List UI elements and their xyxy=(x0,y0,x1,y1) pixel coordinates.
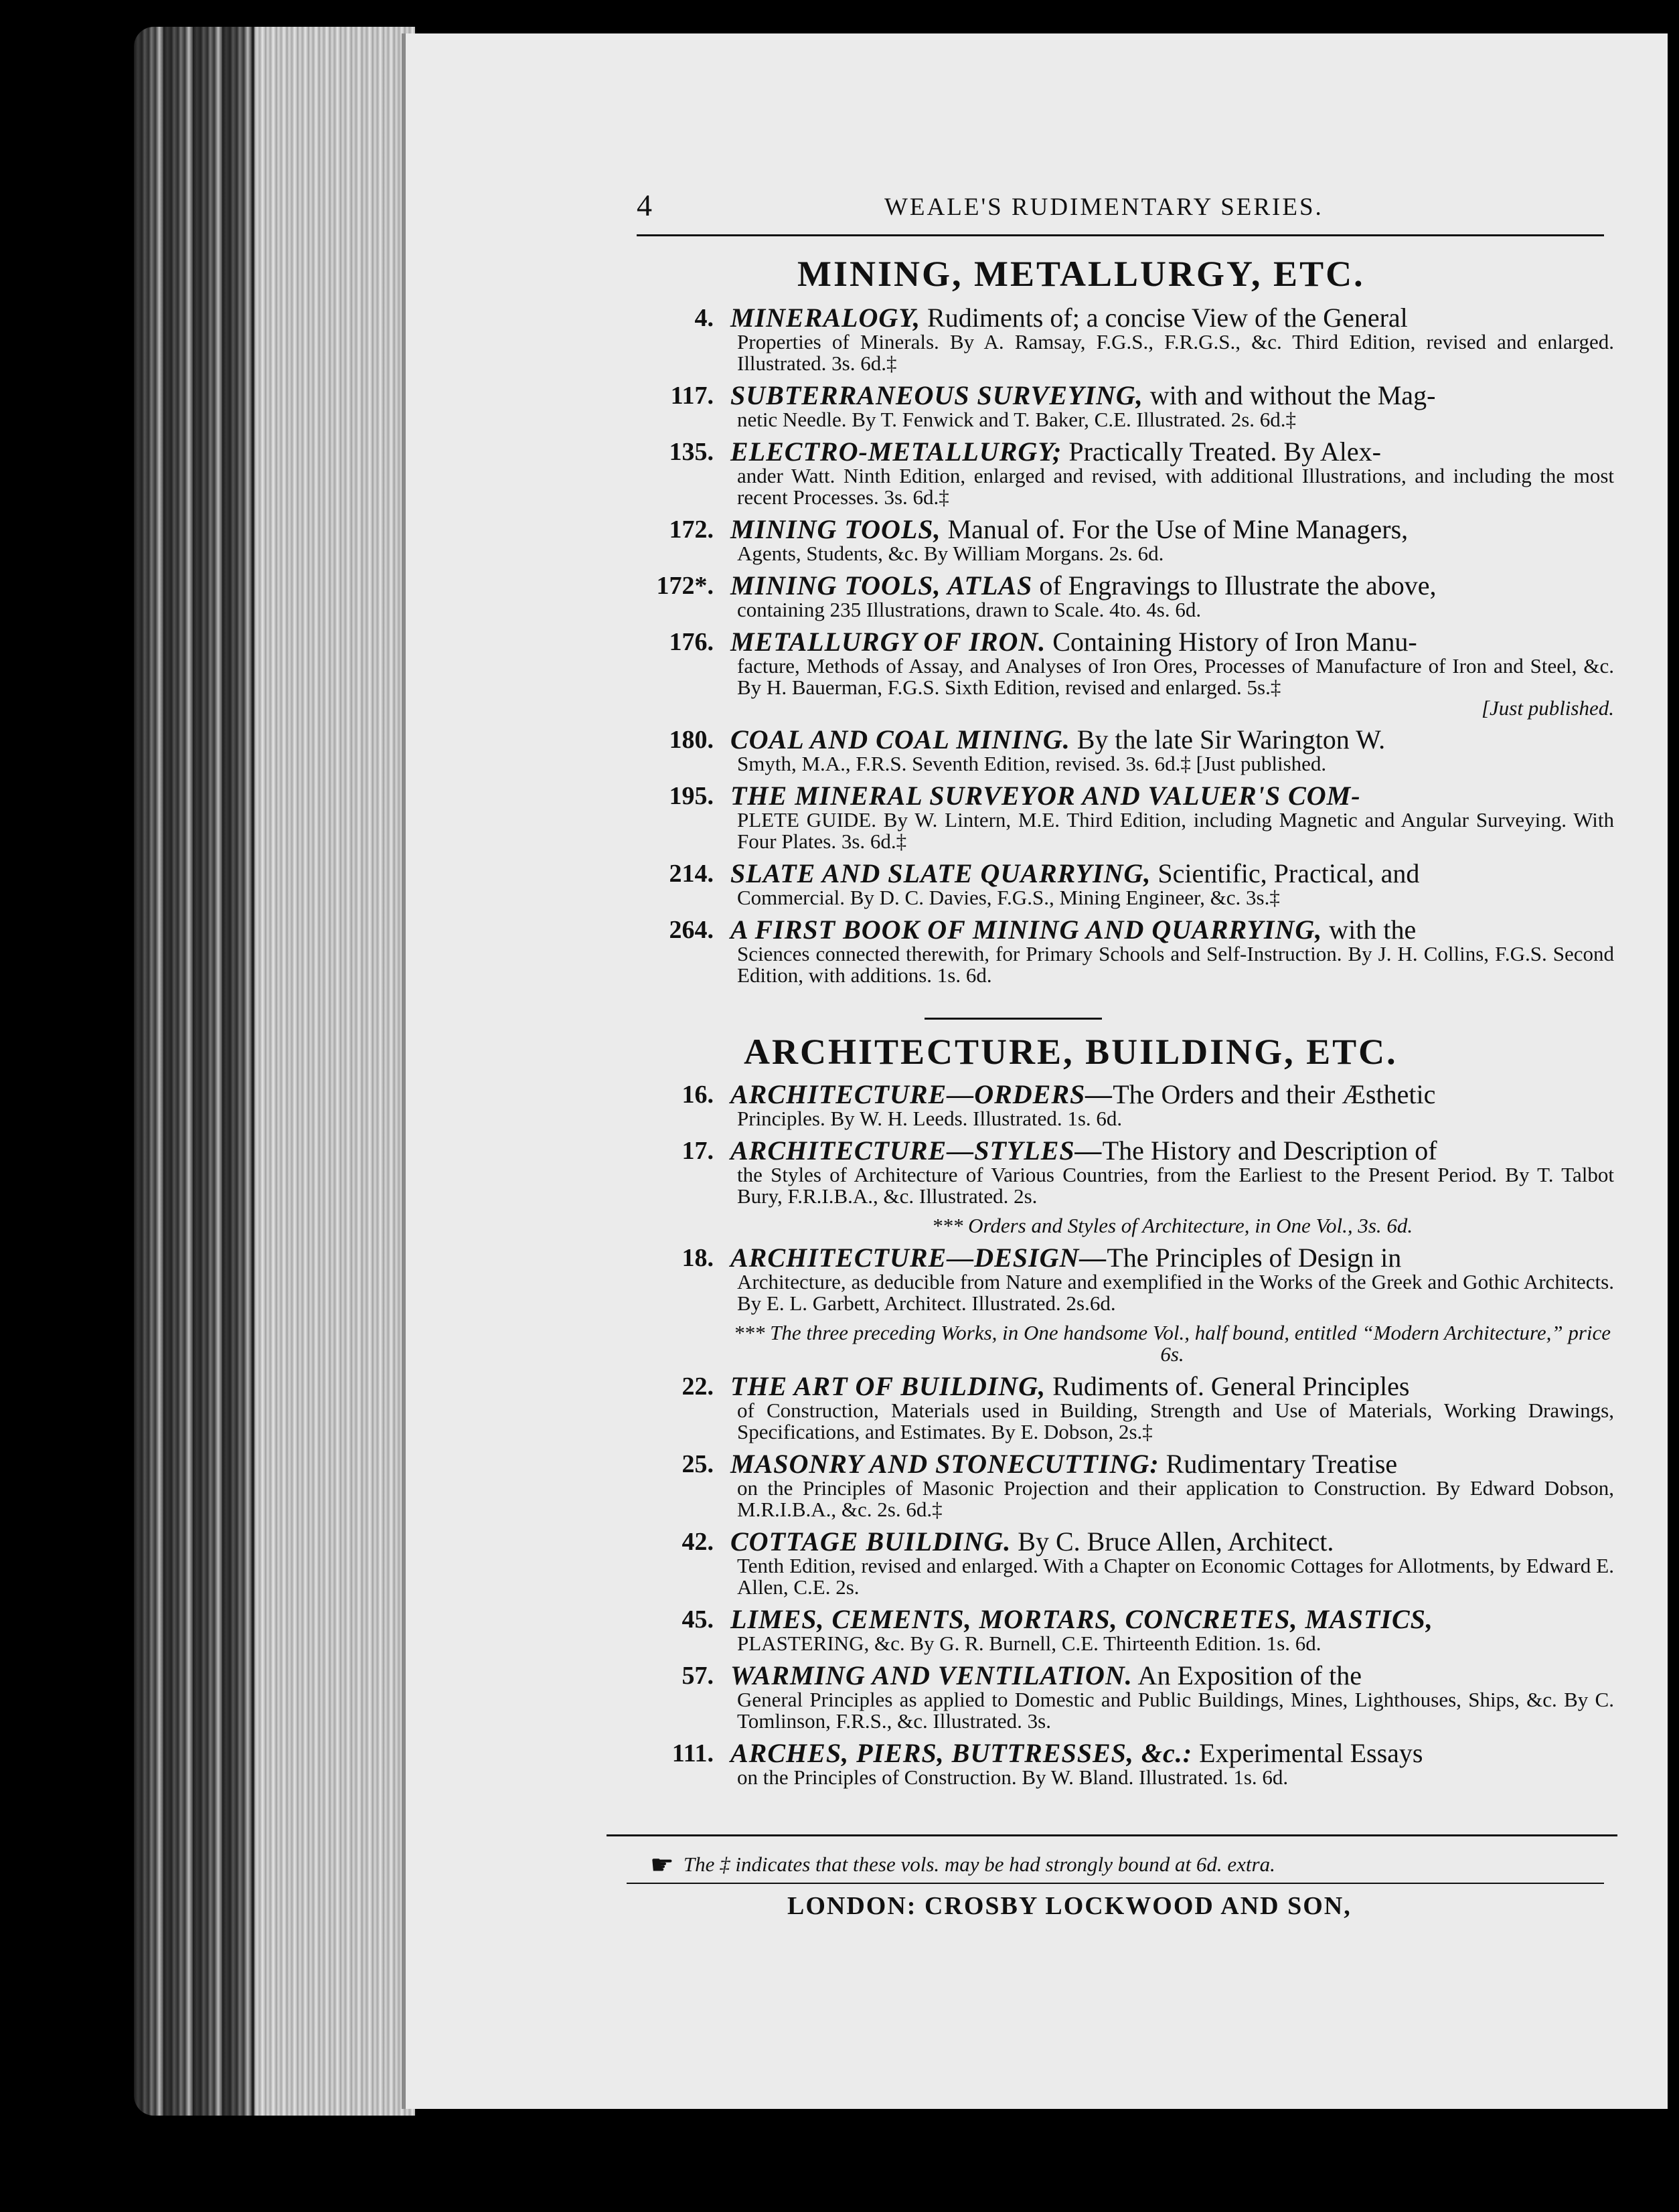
catalogue-entry xyxy=(637,629,1614,718)
entry-first-text: By the late Sir Warington W. xyxy=(1070,724,1386,755)
catalogue-entry xyxy=(637,305,1614,374)
entry-number: 176. xyxy=(669,628,714,656)
entry-title: THE ART OF BUILDING, xyxy=(730,1371,1046,1401)
entry-description: PLETE GUIDE. By W. Lintern, M.E. Third Edition, including Magnetic and Angular Surveying. With Four Plates. 3s. 6d.‡ xyxy=(737,808,1614,853)
entry-number: 57. xyxy=(682,1662,714,1690)
catalogue-entry xyxy=(637,860,1614,908)
entry-first-line xyxy=(730,1528,1614,1555)
entry-first-line xyxy=(730,629,1614,655)
entry-first-line xyxy=(730,1740,1614,1767)
entry-first-text: Containing History of Iron Manu- xyxy=(1046,627,1417,657)
entry-first-line xyxy=(730,305,1614,331)
catalogue-entry xyxy=(637,516,1614,564)
entry-first-text: The Orders and their Æsthetic xyxy=(1113,1079,1436,1109)
entry-first-line xyxy=(730,439,1614,465)
entry-body xyxy=(730,305,1614,374)
catalogue-entry xyxy=(637,917,1614,986)
entry-number: 45. xyxy=(682,1605,714,1634)
entry-title: COTTAGE BUILDING. xyxy=(730,1526,1012,1557)
entry-title: ARCHITECTURE—ORDERS— xyxy=(730,1079,1113,1109)
entry-body xyxy=(730,783,1614,852)
section-divider xyxy=(925,1018,1102,1020)
entry-title: MINERALOGY, xyxy=(730,303,921,333)
entry-number: 195. xyxy=(669,782,714,810)
entry-title: ARCHES, PIERS, BUTTRESSES, &c.: xyxy=(730,1738,1193,1768)
footer-rule xyxy=(607,1834,1617,1836)
catalogue-entry xyxy=(637,726,1614,775)
entry-first-line xyxy=(730,1451,1614,1478)
entry-description: Agents, Students, &c. By William Morgans. 2s. 6d. xyxy=(737,542,1164,565)
entry-first-line xyxy=(730,1137,1614,1164)
entry-first-text: with the xyxy=(1322,915,1417,945)
entry-body xyxy=(730,917,1614,986)
entry-first-text: Manual of. For the Use of Mine Managers, xyxy=(941,514,1409,544)
pointing-hand-icon: ☛ xyxy=(650,1850,674,1880)
entry-description: containing 235 Illustrations, drawn to Scale. 4to. 4s. 6d. xyxy=(737,598,1202,621)
entry-body xyxy=(730,382,1614,430)
entry-body xyxy=(730,1740,1614,1788)
entry-first-line xyxy=(730,1662,1614,1689)
entry-description: ander Watt. Ninth Edition, enlarged and revised, with additional Illustrations, and including the most recent Processes. 3s. 6d.‡ xyxy=(737,464,1614,509)
entry-description: Tenth Edition, revised and enlarged. With a Chapter on Economic Cottages for Allotments, by Edward E. Allen, C.E. 2s. xyxy=(737,1554,1614,1599)
entry-body xyxy=(730,439,1614,508)
entry-description: netic Needle. By T. Fenwick and T. Baker, C.E. Illustrated. 2s. 6d.‡ xyxy=(737,408,1297,431)
entry-title: SLATE AND SLATE QUARRYING, xyxy=(730,858,1151,888)
entry-number: 111. xyxy=(671,1739,714,1767)
catalogue-entry xyxy=(637,1137,1614,1237)
entry-body xyxy=(730,1662,1614,1732)
entry-description: on the Principles of Construction. By W. Bland. Illustrated. 1s. 6d. xyxy=(737,1765,1289,1789)
entry-note: [Just published. xyxy=(1481,696,1614,720)
entry-number: 18. xyxy=(682,1244,714,1272)
entry-body xyxy=(730,726,1614,775)
entry-body xyxy=(730,516,1614,564)
entry-body xyxy=(730,1373,1614,1443)
entry-first-line xyxy=(730,783,1614,809)
entry-number: 16. xyxy=(682,1081,714,1109)
catalogue-entry xyxy=(637,1451,1614,1520)
entry-title: SUBTERRANEOUS SURVEYING, xyxy=(730,380,1143,410)
entry-first-text: Rudiments of; a concise View of the General xyxy=(921,303,1408,333)
entry-number: 117. xyxy=(670,382,714,410)
entry-description: Smyth, M.A., F.R.S. Seventh Edition, revised. 3s. 6d.‡ [Just published. xyxy=(737,752,1327,775)
entry-first-text: The Principles of Design in xyxy=(1107,1243,1402,1273)
entry-description: PLASTERING, &c. By G. R. Burnell, C.E. Thirteenth Edition. 1s. 6d. xyxy=(737,1632,1322,1655)
entries-mining xyxy=(637,305,1614,994)
entry-title: ARCHITECTURE—STYLES— xyxy=(730,1135,1103,1166)
entry-number: 25. xyxy=(682,1450,714,1478)
entry-first-line xyxy=(730,1606,1614,1633)
entry-description: the Styles of Architecture of Various Countries, from the Earliest to the Present Period. By T. Talbot Bury, F.R.I.B.A., &c. Illustrated. 2s. xyxy=(737,1163,1614,1208)
series-title: WEALE'S RUDIMENTARY SERIES. xyxy=(884,193,1324,221)
catalogue-entry xyxy=(637,1606,1614,1654)
entry-description: General Principles as applied to Domestic and Public Buildings, Mines, Lighthouses, Ships, &c. By C. Tomlinson, F.R.S., &c. Illustrated. 3s. xyxy=(737,1688,1614,1733)
entry-first-text: with and without the Mag- xyxy=(1143,380,1436,410)
entry-number: 22. xyxy=(682,1372,714,1401)
entry-first-text: Rudiments of. General Principles xyxy=(1046,1371,1410,1401)
entry-number: 135. xyxy=(669,438,714,466)
entry-number: 42. xyxy=(682,1528,714,1556)
entry-number: 264. xyxy=(669,916,714,944)
entry-body xyxy=(730,629,1614,718)
catalogue-entry xyxy=(637,1245,1614,1365)
entry-first-line xyxy=(730,516,1614,543)
entry-title: MINING TOOLS, ATLAS xyxy=(730,570,1033,601)
entry-title: A FIRST BOOK OF MINING AND QUARRYING, xyxy=(730,915,1323,945)
entry-first-text: Rudimentary Treatise xyxy=(1159,1449,1398,1479)
entry-first-text: An Exposition of the xyxy=(1132,1660,1362,1690)
page-number: 4 xyxy=(637,188,652,222)
running-head xyxy=(637,187,1604,236)
entry-first-line xyxy=(730,382,1614,409)
entry-first-text: of Engravings to Illustrate the above, xyxy=(1032,570,1437,601)
entry-title: COAL AND COAL MINING. xyxy=(730,724,1070,755)
entry-number: 214. xyxy=(669,860,714,888)
entry-title: METALLURGY OF IRON. xyxy=(730,627,1046,657)
entry-body xyxy=(730,1137,1614,1237)
entry-first-text: Scientific, Practical, and xyxy=(1151,858,1420,888)
entry-body xyxy=(730,572,1614,621)
catalogue-entry xyxy=(637,1740,1614,1788)
entry-first-line xyxy=(730,1373,1614,1400)
entry-body xyxy=(730,860,1614,908)
entry-description: of Construction, Materials used in Building, Strength and Use of Materials, Working Drawings, Specifications, and Estimates. By E. Dobson, 2s.‡ xyxy=(737,1399,1614,1443)
entry-first-line xyxy=(730,917,1614,943)
entry-first-line xyxy=(730,1245,1614,1271)
catalogue-entry xyxy=(637,1528,1614,1598)
entry-first-text: Experimental Essays xyxy=(1192,1738,1423,1768)
book-page-edges-light xyxy=(254,27,415,2116)
entry-description: on the Principles of Masonic Projection and their application to Construction. By Edward Dobson, M.R.I.B.A., &c. 2s. 6d.‡ xyxy=(737,1476,1614,1521)
entry-first-line xyxy=(730,1081,1614,1108)
catalogue-entry xyxy=(637,1081,1614,1129)
entry-first-line xyxy=(730,726,1614,753)
entry-body xyxy=(730,1528,1614,1598)
entry-description: Architecture, as deducible from Nature and exemplified in the Works of the Greek and Gothic Architects. By E. L. Garbett, Architect. Illustrated. 2s.6d. xyxy=(737,1270,1614,1315)
catalogue-entry xyxy=(637,382,1614,430)
entry-body xyxy=(730,1081,1614,1129)
entry-body xyxy=(730,1606,1614,1654)
imprint: LONDON: CROSBY LOCKWOOD AND SON, xyxy=(787,1892,1352,1920)
entry-title: LIMES, CEMENTS, MORTARS, CONCRETES, MASTICS, xyxy=(730,1604,1433,1634)
entry-description: Principles. By W. H. Leeds. Illustrated. 1s. 6d. xyxy=(737,1107,1123,1130)
footer-rule-lower xyxy=(627,1883,1604,1884)
entry-number: 180. xyxy=(669,726,714,754)
footer-note-text: The ‡ indicates that these vols. may be had strongly bound at 6d. extra. xyxy=(683,1852,1275,1876)
catalogue-entry xyxy=(637,1373,1614,1443)
catalogue-entry xyxy=(637,572,1614,621)
entry-note: *** The three preceding Works, in One handsome Vol., half bound, entitled “Modern Architecture,” price 6s. xyxy=(733,1321,1611,1366)
entry-description: facture, Methods of Assay, and Analyses of Iron Ores, Processes of Manufacture of Iron and Steel, &c. By H. Bauerman, F.G.S. Sixth Edition, revised and enlarged. 5s.‡ xyxy=(737,654,1614,699)
entry-number: 4. xyxy=(694,304,714,332)
entries-architecture xyxy=(637,1081,1614,1796)
catalogue-entry xyxy=(637,783,1614,852)
catalogue-entry xyxy=(637,1662,1614,1732)
entry-title: WARMING AND VENTILATION. xyxy=(730,1660,1133,1690)
section-title-architecture: ARCHITECTURE, BUILDING, ETC. xyxy=(744,1032,1398,1072)
entry-number: 172. xyxy=(669,516,714,544)
entry-title: ELECTRO-METALLURGY; xyxy=(730,437,1062,467)
entry-description: Sciences connected therewith, for Primary Schools and Self-Instruction. By J. H. Collins, F.G.S. Second Edition, with additions. 1s. 6d. xyxy=(737,942,1614,987)
entry-description: Properties of Minerals. By A. Ramsay, F.G.S., F.R.G.S., &c. Third Edition, revised and enlarged. Illustrated. 3s. 6d.‡ xyxy=(737,330,1614,375)
entry-note: *** Orders and Styles of Architecture, in One Vol., 3s. 6d. xyxy=(931,1214,1413,1237)
section-title-mining: MINING, METALLURGY, ETC. xyxy=(797,254,1365,294)
entry-first-line xyxy=(730,572,1614,599)
footer-note xyxy=(650,1849,1275,1881)
entry-description: Commercial. By D. C. Davies, F.G.S., Mining Engineer, &c. 3s.‡ xyxy=(737,886,1280,909)
entry-number: 172*. xyxy=(656,572,714,600)
catalogue-entry xyxy=(637,439,1614,508)
entry-title: MASONRY AND STONECUTTING: xyxy=(730,1449,1160,1479)
entry-first-text: Practically Treated. By Alex- xyxy=(1062,437,1381,467)
entry-title: ARCHITECTURE—DESIGN— xyxy=(730,1243,1107,1273)
entry-first-text: By C. Bruce Allen, Architect. xyxy=(1011,1526,1334,1557)
entry-first-text: The History and Description of xyxy=(1102,1135,1437,1166)
entry-first-line xyxy=(730,860,1614,887)
entry-body xyxy=(730,1245,1614,1365)
entry-title: THE MINERAL SURVEYOR AND VALUER'S COM- xyxy=(730,781,1361,811)
book-page xyxy=(402,33,1668,2109)
entry-title: MINING TOOLS, xyxy=(730,514,941,544)
entry-body xyxy=(730,1451,1614,1520)
entry-number: 17. xyxy=(682,1137,714,1165)
